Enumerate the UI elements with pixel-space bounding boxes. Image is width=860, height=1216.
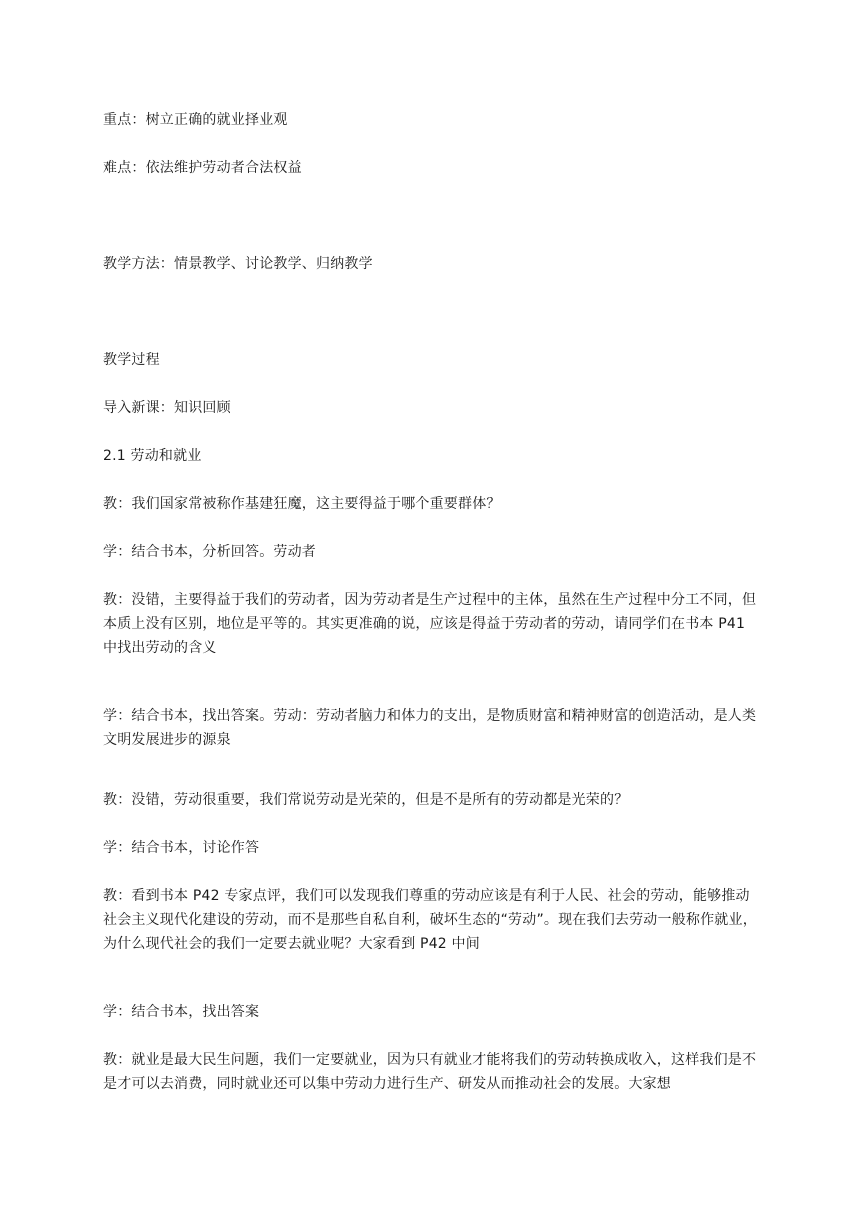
dialogue-paragraph: 教：看到书本 P42 专家点评，我们可以发现我们尊重的劳动应该是有利于人民、社会的劳动，能够推动社会主义现代化建设的劳动，而不是那些自私自利，破坏生态的“劳动”。现在我们去劳动一般称作就业，为什么现代社会的我们一定要去就业呢？大家看到 P42 中间 <box>103 888 757 952</box>
dialogue-paragraph: 学：结合书本，找出答案 <box>103 1004 260 1020</box>
key-point-line: 重点：树立正确的就业择业观 <box>103 112 288 128</box>
dialogue-paragraph: 教：没错，劳动很重要，我们常说劳动是光荣的，但是不是所有的劳动都是光荣的？ <box>103 792 629 808</box>
dialogue-paragraph: 教：就业是最大民生问题，我们一定要就业，因为只有就业才能将我们的劳动转换成收入，这样我们是不是才可以去消费，同时就业还可以集中劳动力进行生产、研发从而推动社会的发展。大家想 <box>103 1052 757 1092</box>
intro-line: 导入新课：知识回顾 <box>103 400 231 416</box>
dialogue-paragraph: 学：结合书本，讨论作答 <box>103 840 260 856</box>
teaching-methods-line: 教学方法：情景教学、讨论教学、归纳教学 <box>103 256 373 272</box>
dialogue-paragraph: 学：结合书本，分析回答。劳动者 <box>103 544 316 560</box>
dialogue-paragraph: 教：没错，主要得益于我们的劳动者，因为劳动者是生产过程中的主体，虽然在生产过程中分工不同，但本质上没有区别，地位是平等的。其实更准确的说，应该是得益于劳动者的劳动，请同学们在书本 P41 中找出劳动的含义 <box>103 592 757 656</box>
document-page <box>103 0 763 1216</box>
dialogue-paragraph: 教：我们国家常被称作基建狂魔，这主要得益于哪个重要群体？ <box>103 496 501 512</box>
teaching-process-heading: 教学过程 <box>103 352 160 368</box>
difficulty-line: 难点：依法维护劳动者合法权益 <box>103 160 302 176</box>
dialogue-paragraph: 学：结合书本，找出答案。劳动：劳动者脑力和体力的支出，是物质财富和精神财富的创造活动，是人类文明发展进步的源泉 <box>103 708 757 748</box>
section-heading: 2.1 劳动和就业 <box>103 448 202 464</box>
